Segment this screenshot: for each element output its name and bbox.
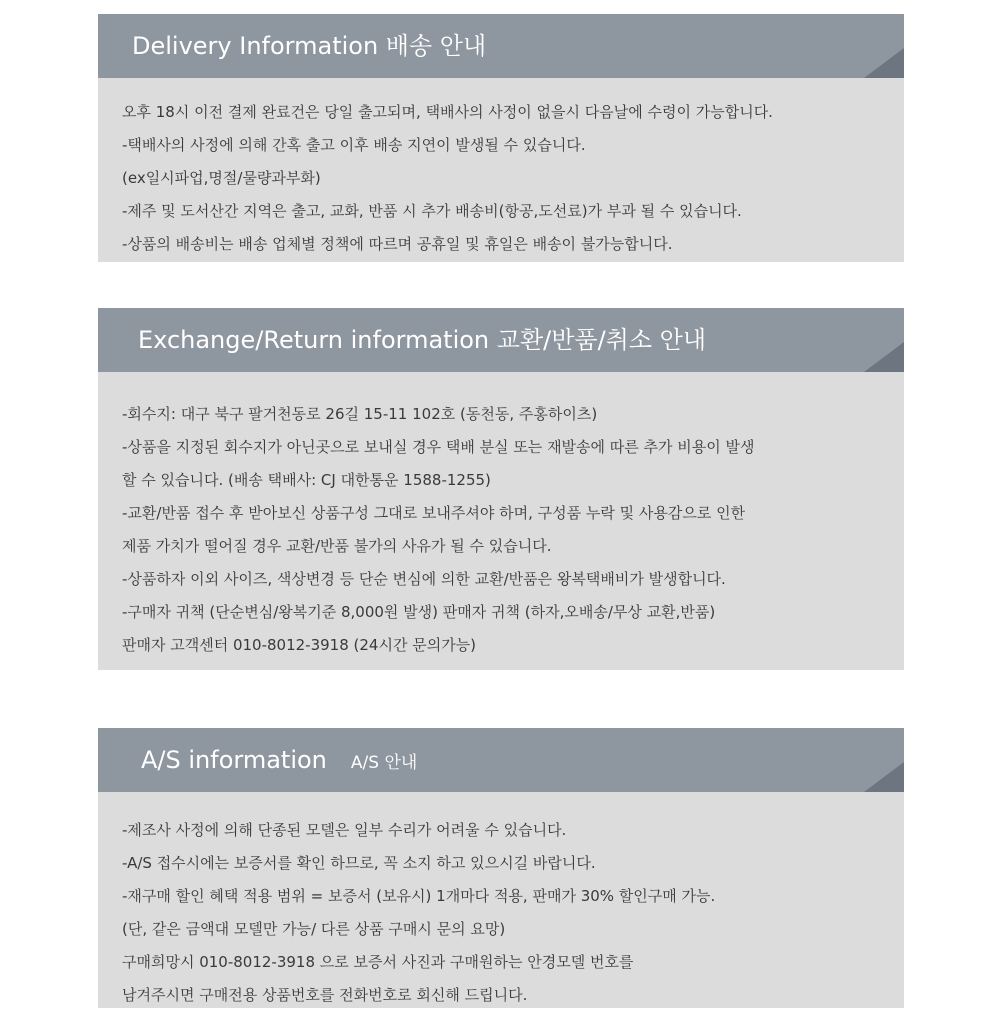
as-info-line: -A/S 접수시에는 보증서를 확인 하므로, 꼭 소지 하고 있으시길 바랍니다.: [122, 854, 596, 872]
as-info-subtitle: A/S 안내: [350, 753, 418, 773]
exchange-return-section: [98, 308, 904, 670]
as-info-line: (단, 같은 금액대 모델만 가능/ 다른 상품 구매시 문의 요망): [122, 920, 506, 938]
delivery-info-title: Delivery Information 배송 안내: [132, 32, 487, 60]
exchange-return-line: 할 수 있습니다. (배송 택배사: CJ 대한통운 1588-1255): [122, 471, 491, 489]
as-info-line: 구매희망시 010-8012-3918 으로 보증서 사진과 구매원하는 안경모델 번호를: [122, 953, 634, 971]
as-info-line: 남겨주시면 구매전용 상품번호를 전화번호로 회신해 드립니다.: [122, 986, 528, 1004]
as-info-line: -재구매 할인 혜택 적용 범위 = 보증서 (보유시) 1개마다 적용, 판매가 30% 할인구매 가능.: [122, 887, 716, 905]
as-info-body: [98, 792, 904, 1012]
as-info-section: [98, 728, 904, 1008]
exchange-return-line: -상품하자 이외 사이즈, 색상변경 등 단순 변심에 의한 교환/반품은 왕복택배비가 발생합니다.: [122, 570, 726, 588]
delivery-info-section: [98, 14, 904, 262]
delivery-info-line: -제주 및 도서산간 지역은 출고, 교화, 반품 시 추가 배송비(항공,도선료)가 부과 될 수 있습니다.: [122, 202, 742, 220]
delivery-info-line: (ex일시파업,명절/물량과부화): [122, 169, 321, 187]
exchange-return-header: [98, 308, 904, 372]
exchange-return-line: 판매자 고객센터 010-8012-3918 (24시간 문의가능): [122, 636, 477, 654]
exchange-return-line: -교환/반품 접수 후 받아보신 상품구성 그대로 보내주셔야 하며, 구성품 누락 및 사용감으로 인한: [122, 504, 746, 522]
exchange-return-line: -회수지: 대구 북구 팔거천동로 26길 15-11 102호 (동천동, 주홍하이츠): [122, 405, 598, 423]
as-info-title-wrap: [141, 728, 417, 792]
delivery-info-line: 오후 18시 이전 결제 완료건은 당일 출고되며, 택배사의 사정이 없을시 다음날에 수령이 가능합니다.: [122, 103, 773, 121]
delivery-info-header: [98, 14, 904, 78]
exchange-return-body: [98, 372, 904, 662]
exchange-return-line: 제품 가치가 떨어질 경우 교환/반품 불가의 사유가 될 수 있습니다.: [122, 537, 552, 555]
as-info-line: -제조사 사정에 의해 단종된 모델은 일부 수리가 어려울 수 있습니다.: [122, 821, 567, 839]
exchange-return-line: -구매자 귀책 (단순변심/왕복기준 8,000원 발생) 판매자 귀책 (하자,오배송/무상 교환,반품): [122, 603, 716, 621]
delivery-info-body: [98, 78, 904, 261]
delivery-info-line: -상품의 배송비는 배송 업체별 정책에 따르며 공휴일 및 휴일은 배송이 불가능합니다.: [122, 235, 673, 253]
exchange-return-title: Exchange/Return information 교환/반품/취소 안내: [138, 326, 707, 354]
as-info-title: A/S information: [141, 746, 327, 774]
exchange-return-line: -상품을 지정된 회수지가 아닌곳으로 보내실 경우 택배 분실 또는 재발송에 따른 추가 비용이 발생: [122, 438, 755, 456]
delivery-info-line: -택배사의 사정에 의해 간혹 출고 이후 배송 지연이 발생될 수 있습니다.: [122, 136, 586, 154]
as-info-header: [98, 728, 904, 792]
